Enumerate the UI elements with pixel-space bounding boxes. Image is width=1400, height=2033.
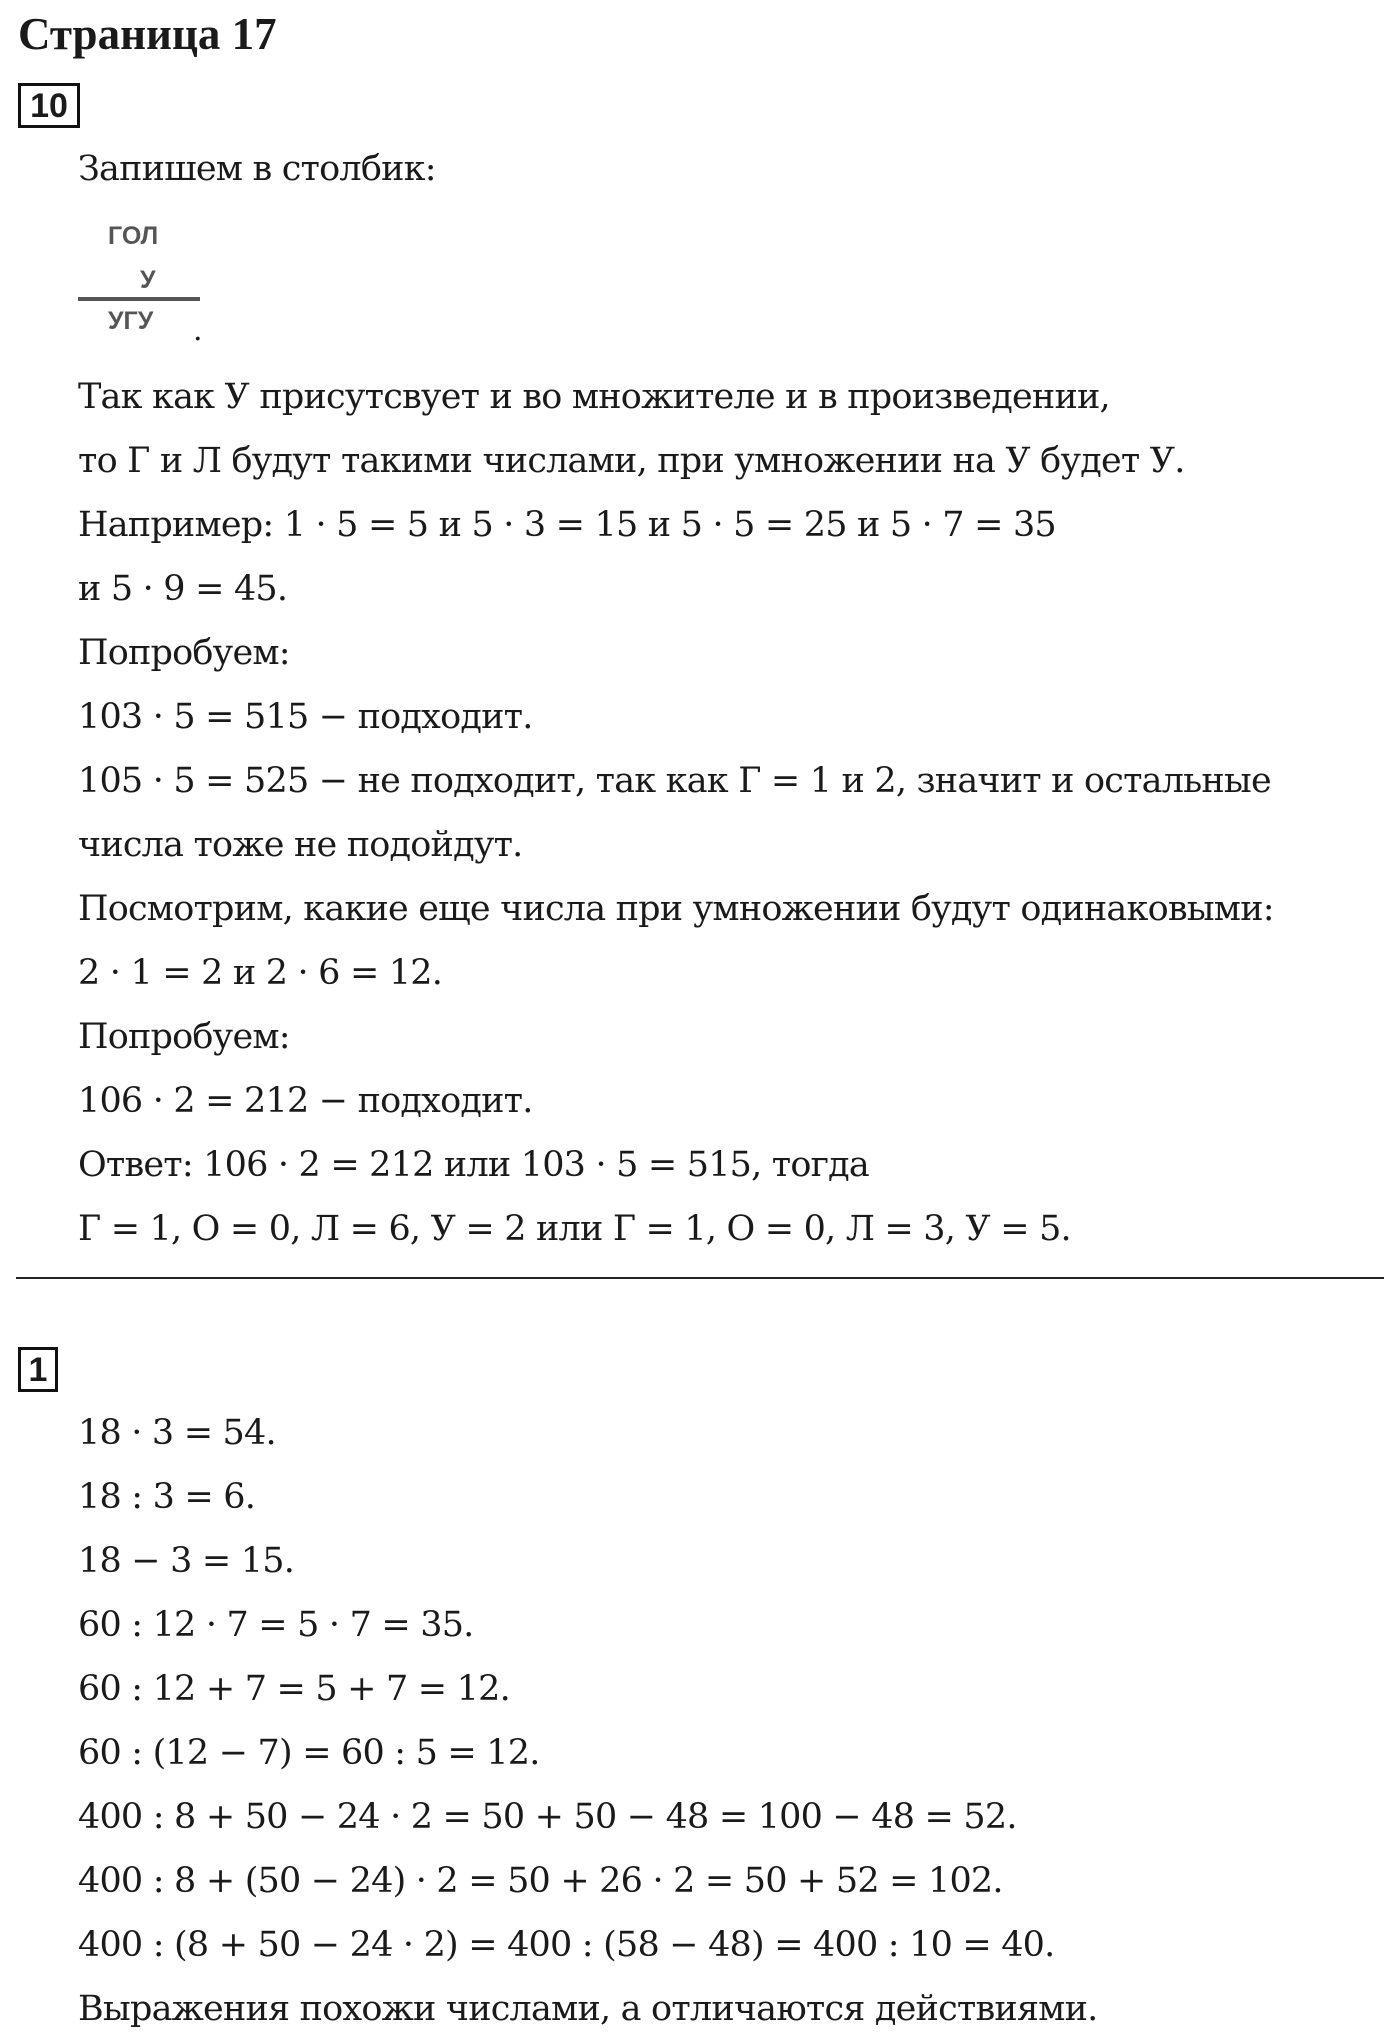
task10-line: и 5 · 9 = 45. [78,569,288,609]
task10-line: Посмотрим, какие еще числа при умножении будут одинаковыми: [78,889,1274,929]
task10-line: 106 · 2 = 212 − подходит. [78,1081,533,1121]
task10-line: то Г и Л будут такими числами, при умножении на У будет У. [78,441,1185,481]
task1-line: 18 − 3 = 15. [78,1541,295,1581]
column-trailing-dot: . [193,313,203,348]
task10-line: 2 · 1 = 2 и 2 · 6 = 12. [78,953,443,993]
task10-line: 103 · 5 = 515 − подходит. [78,697,533,737]
task10-line: Например: 1 · 5 = 5 и 5 · 3 = 15 и 5 · 5 = 25 и 5 · 7 = 35 [78,505,1056,545]
task1-line: 18 : 3 = 6. [78,1477,256,1517]
column-multiplication [108,222,198,340]
task1-line: 60 : (12 − 7) = 60 : 5 = 12. [78,1733,540,1773]
task1-line: 60 : 12 + 7 = 5 + 7 = 12. [78,1669,510,1709]
task10-line: Так как У присутсвует и во множителе и в произведении, [78,377,1110,417]
task1-line: 400 : 8 + (50 − 24) · 2 = 50 + 26 · 2 = 50 + 52 = 102. [78,1861,1003,1901]
task1-line: 400 : 8 + 50 − 24 · 2 = 50 + 50 − 48 = 100 − 48 = 52. [78,1797,1017,1837]
page-title: Страница 17 [18,9,277,59]
column-multiplicand: ГОЛ [108,222,159,250]
task1-line: 60 : 12 · 7 = 5 · 7 = 35. [78,1605,474,1645]
column-product: УГУ [108,307,154,335]
task1-conclusion: Выражения похожи числами, а отличаются действиями. [78,1989,1098,2029]
task1-line: 18 · 3 = 54. [78,1413,276,1453]
column-multiplier: У [140,266,156,294]
task1-line: 400 : (8 + 50 − 24 · 2) = 400 : (58 − 48) = 400 : 10 = 40. [78,1925,1055,1965]
task10-line: числа тоже не подойдут. [78,825,523,865]
section-divider [16,1277,1384,1279]
column-line [78,297,200,301]
task10-line: Ответ: 106 · 2 = 212 или 103 · 5 = 515, тогда [78,1145,869,1185]
task10-answer-line: Г = 1, О = 0, Л = 6, У = 2 или Г = 1, О = 0, Л = 3, У = 5. [78,1209,1071,1249]
task-number-1: 1 [18,1347,58,1392]
task10-line: Попробуем: [78,633,290,673]
task10-intro: Запишем в столбик: [78,149,436,189]
task-number-10: 10 [18,83,80,128]
task10-line: 105 · 5 = 525 − не подходит, так как Г = 1 и 2, значит и остальные [78,761,1271,801]
task10-line: Попробуем: [78,1017,290,1057]
